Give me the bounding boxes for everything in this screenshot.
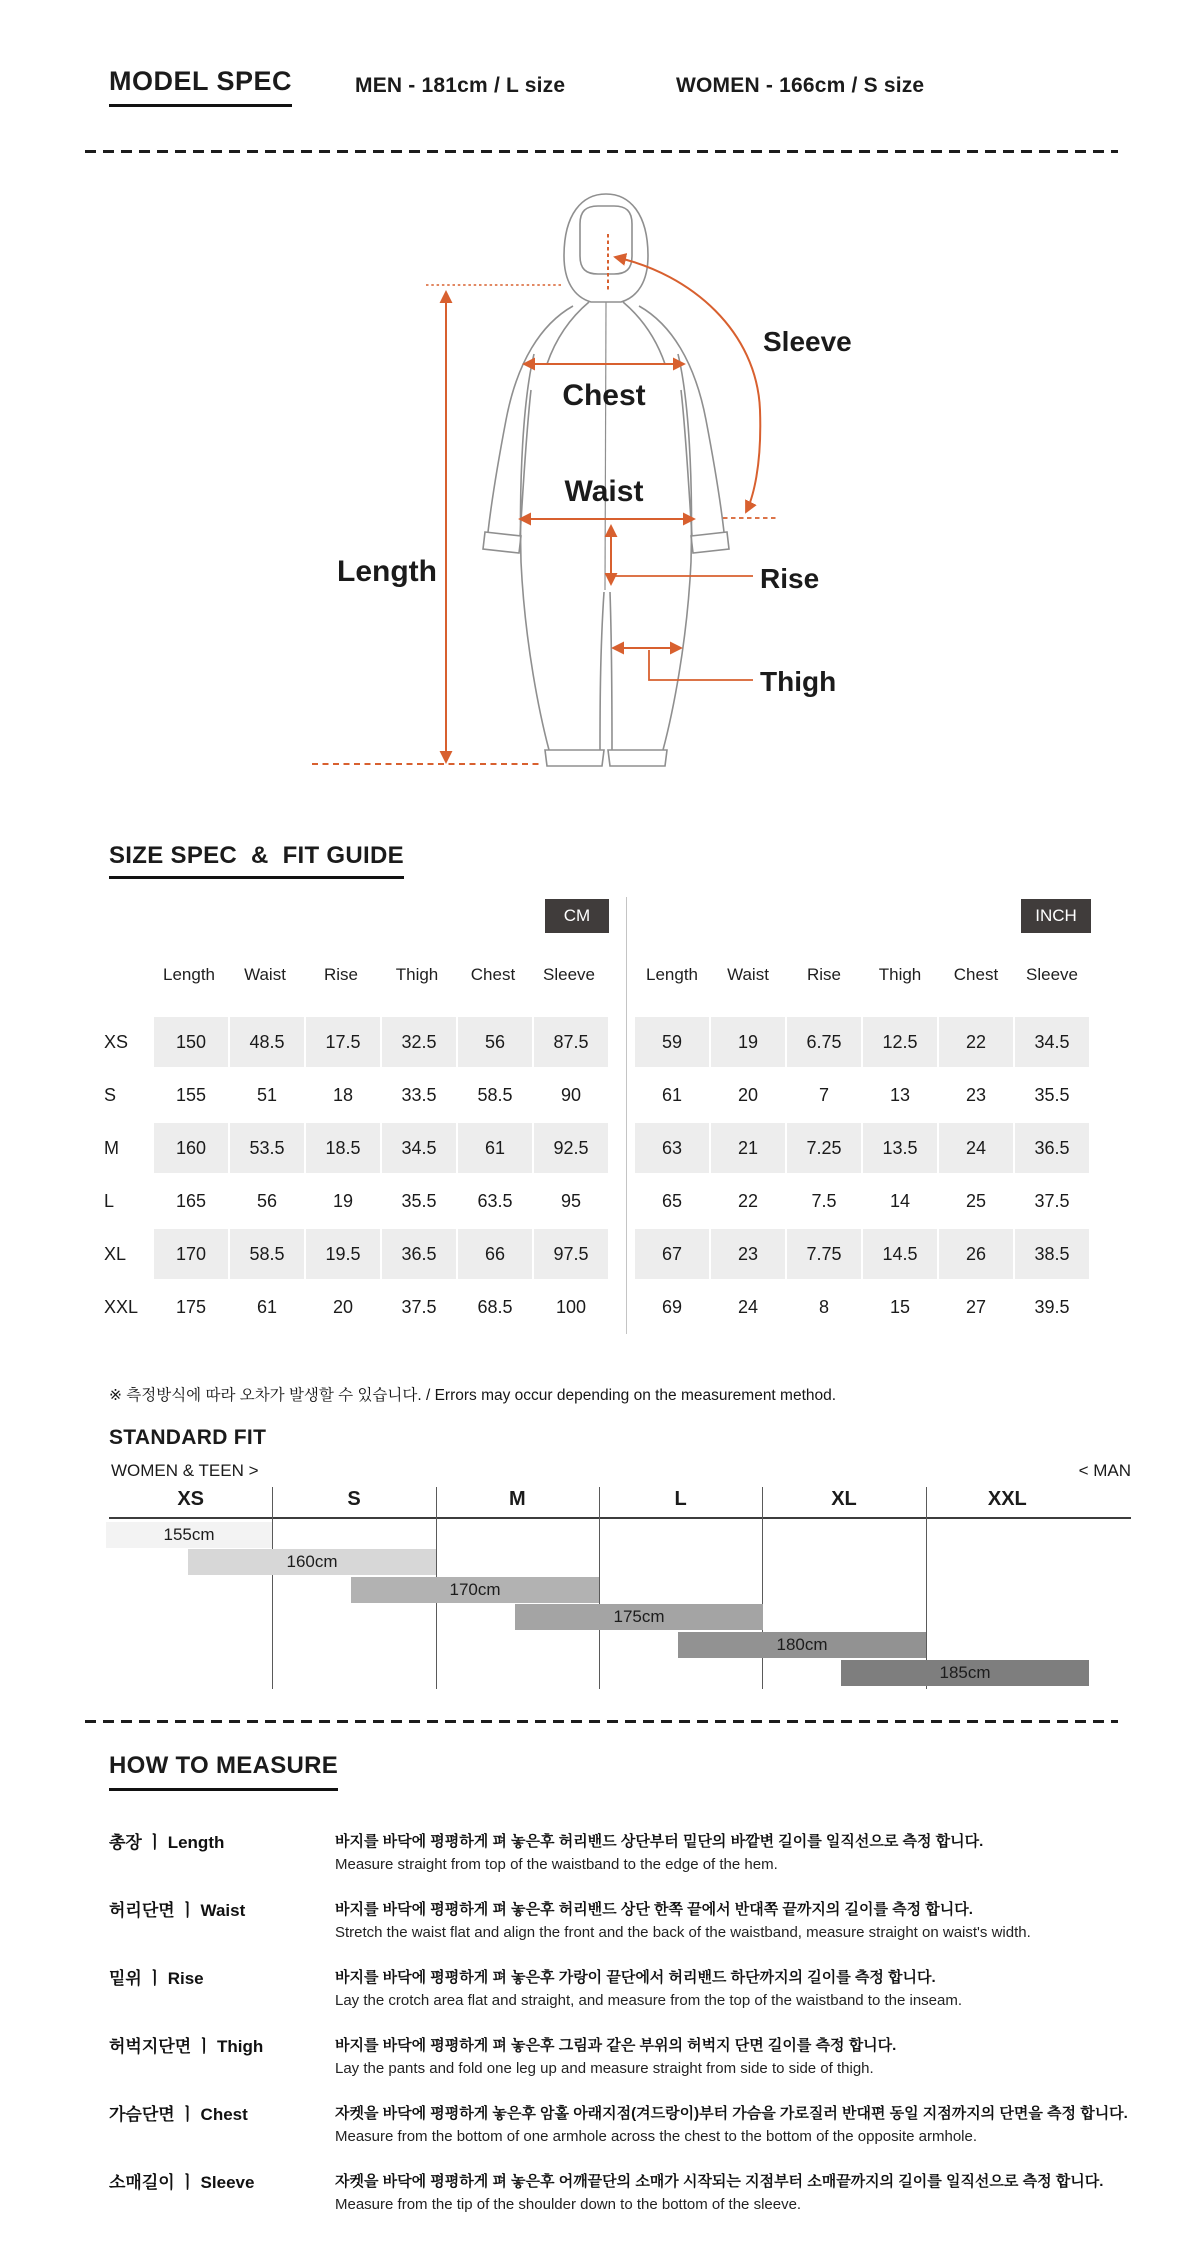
size-label: XL <box>104 1244 127 1264</box>
measure-label: 총장 ㅣ Length <box>109 1833 225 1852</box>
column-header: Waist <box>727 965 769 984</box>
table-cell: 63.5 <box>477 1191 513 1211</box>
table-cell: 7 <box>818 1085 829 1105</box>
sleeve-left <box>488 306 573 532</box>
table-cell: 8 <box>818 1297 829 1317</box>
cm-unit-badge: CM <box>545 899 609 933</box>
raglan-seam-right <box>623 302 665 364</box>
table-cell: 53.5 <box>230 1123 304 1173</box>
table-cell: 97.5 <box>534 1229 608 1279</box>
table-cell: 36.5 <box>1015 1123 1089 1173</box>
table-cell: 61 <box>256 1297 278 1317</box>
table-cell: 34.5 <box>382 1123 456 1173</box>
table-cell: 165 <box>175 1191 207 1211</box>
measure-desc-kr: 자켓을 바닥에 평평하게 놓은후 암홀 아래지점(겨드랑이)부터 가슴을 가로질러 반대편 동일 지점까지의 단면을 측정 합니다. <box>335 2105 1128 2122</box>
size-label: XS <box>104 1032 129 1052</box>
table-cell: 51 <box>256 1085 278 1105</box>
table-cell: 24 <box>939 1123 1013 1173</box>
table-cell: 21 <box>711 1123 785 1173</box>
measure-desc-en: Lay the crotch area flat and straight, and measure from the top of the waistband to the inseam. <box>335 1992 963 2009</box>
table-cell: 23 <box>711 1229 785 1279</box>
table-cell: 19.5 <box>306 1229 380 1279</box>
standard-fit-title: STANDARD FIT <box>109 1426 267 1449</box>
column-header: Length <box>163 965 215 984</box>
raglan-seam-left <box>547 302 589 364</box>
tables-divider <box>626 897 627 1334</box>
model-spec-men: MEN - 181cm / L size <box>355 74 566 97</box>
table-cell: 25 <box>965 1191 987 1211</box>
table-cell: 39.5 <box>1034 1297 1070 1317</box>
table-cell: 58.5 <box>230 1229 304 1279</box>
table-cell: 155 <box>175 1085 207 1105</box>
measure-desc-kr: 자켓을 바닥에 평평하게 펴 놓은후 어깨끝단의 소매가 시작되는 지점부터 소매끝까지의 길이를 일직선으로 측정 합니다. <box>335 2173 1104 2190</box>
measure-label: 소매길이 ㅣ Sleeve <box>109 2173 255 2192</box>
fit-bar-xl: 180cm <box>678 1632 926 1658</box>
measure-desc-en: Measure straight from top of the waistband to the edge of the hem. <box>335 1856 778 1873</box>
column-header: Rise <box>806 965 841 984</box>
leg-left-inner <box>600 592 604 750</box>
fit-size-xs: XS <box>177 1488 204 1510</box>
ankle-cuff-right <box>608 750 667 766</box>
table-cell: 37.5 <box>1034 1191 1070 1211</box>
table-cell: 26 <box>939 1229 1013 1279</box>
table-cell: 92.5 <box>534 1123 608 1173</box>
dashed-divider-top <box>85 150 1118 153</box>
table-cell: 160 <box>154 1123 228 1173</box>
column-header: Length <box>646 965 698 984</box>
table-cell: 20 <box>332 1297 354 1317</box>
table-cell: 17.5 <box>306 1017 380 1067</box>
table-cell: 63 <box>635 1123 709 1173</box>
cuff-right <box>691 532 729 553</box>
table-cell: 69 <box>661 1297 683 1317</box>
model-spec-women: WOMEN - 166cm / S size <box>676 74 925 97</box>
leg-right-outer <box>663 562 691 750</box>
thigh-label: Thigh <box>760 666 837 697</box>
table-cell: 7.5 <box>811 1191 837 1211</box>
torso-right <box>678 354 691 562</box>
table-cell: 90 <box>560 1085 582 1105</box>
measure-desc-kr: 바지를 바닥에 평평하게 펴 놓은후 허리밴드 상단 한쪽 끝에서 반대쪽 끝까지의 길이를 측정 합니다. <box>335 1901 973 1918</box>
table-cell: 150 <box>154 1017 228 1067</box>
table-cell: 68.5 <box>477 1297 513 1317</box>
table-cell: 58.5 <box>477 1085 513 1105</box>
table-cell: 24 <box>737 1297 759 1317</box>
table-cell: 18.5 <box>306 1123 380 1173</box>
measure-desc-kr: 바지를 바닥에 평평하게 펴 놓은후 가랑이 끝단에서 허리밴드 하단까지의 길이를 측정 합니다. <box>335 1969 936 1986</box>
leg-left-outer <box>521 562 549 750</box>
column-header: Waist <box>244 965 286 984</box>
measurement-note: ※ 측정방식에 따라 오차가 발생할 수 있습니다. / Errors may occur depending on the measurement method. <box>109 1387 837 1404</box>
table-cell: 19 <box>332 1191 354 1211</box>
fit-column-line <box>926 1487 927 1689</box>
table-cell: 18 <box>332 1085 354 1105</box>
table-cell: 12.5 <box>863 1017 937 1067</box>
thigh-connector <box>649 650 753 680</box>
cuff-left <box>483 532 521 553</box>
column-header: Sleeve <box>1026 965 1078 984</box>
table-cell: 7.25 <box>787 1123 861 1173</box>
fit-bar-s: 160cm <box>188 1549 436 1575</box>
measure-label: 밑위 ㅣ Rise <box>109 1969 204 1988</box>
measure-desc-en: Measure from the tip of the shoulder down to the bottom of the sleeve. <box>335 2196 802 2213</box>
column-header: Thigh <box>878 965 922 984</box>
how-to-measure-title: HOW TO MEASURE <box>109 1752 338 1791</box>
measure-desc-en: Stretch the waist flat and align the front and the back of the waistband, measure straight on waist's width. <box>335 1924 1031 1941</box>
hood-opening <box>580 206 632 274</box>
inch-table <box>635 1017 1089 1332</box>
fit-size-m: M <box>508 1488 526 1510</box>
inch-unit-badge: INCH <box>1021 899 1091 933</box>
cm-table <box>103 1017 608 1332</box>
table-cell: 13.5 <box>863 1123 937 1173</box>
fit-bar-m: 170cm <box>351 1577 599 1603</box>
measure-label: 허리단면 ㅣ Waist <box>109 1901 246 1920</box>
column-header: Sleeve <box>543 965 595 984</box>
table-cell: 36.5 <box>382 1229 456 1279</box>
column-header: Chest <box>470 965 516 984</box>
fit-bar-xxl: 185cm <box>841 1660 1089 1686</box>
table-cell: 65 <box>661 1191 683 1211</box>
garment-measure-diagram <box>0 170 1200 810</box>
table-cell: 15 <box>889 1297 911 1317</box>
table-cell: 34.5 <box>1015 1017 1089 1067</box>
table-cell: 61 <box>458 1123 532 1173</box>
table-cell: 22 <box>737 1191 759 1211</box>
measure-desc-kr: 바지를 바닥에 평평하게 펴 놓은후 허리밴드 상단부터 밑단의 바깥변 길이를 일직선으로 측정 합니다. <box>335 1833 984 1850</box>
rise-label: Rise <box>760 563 820 594</box>
table-cell: 22 <box>939 1017 1013 1067</box>
measure-desc-en: Lay the pants and fold one leg up and measure straight from side to side of thigh. <box>335 2060 874 2077</box>
table-cell: 67 <box>635 1229 709 1279</box>
table-cell: 7.75 <box>787 1229 861 1279</box>
table-cell: 35.5 <box>1034 1085 1070 1105</box>
table-cell: 61 <box>661 1085 683 1105</box>
measure-marks <box>312 234 779 764</box>
fit-column-line <box>272 1487 273 1689</box>
inch-table-header <box>635 962 1089 988</box>
size-label: M <box>104 1138 119 1158</box>
length-label: Length <box>337 555 437 588</box>
table-cell: 32.5 <box>382 1017 456 1067</box>
ankle-cuff-left <box>545 750 604 766</box>
table-cell: 27 <box>965 1297 987 1317</box>
table-cell: 23 <box>965 1085 987 1105</box>
hood-outer <box>564 194 648 302</box>
column-header: Chest <box>953 965 999 984</box>
table-cell: 170 <box>154 1229 228 1279</box>
chest-label: Chest <box>562 379 646 412</box>
column-header: Thigh <box>395 965 439 984</box>
table-cell: 33.5 <box>401 1085 437 1105</box>
table-cell: 100 <box>555 1297 587 1317</box>
table-cell: 13 <box>889 1085 911 1105</box>
cm-table-header <box>152 962 606 988</box>
table-cell: 66 <box>458 1229 532 1279</box>
fit-chart-axis-line <box>109 1517 1131 1519</box>
diagram-labels <box>337 326 852 697</box>
measure-label: 가슴단면 ㅣ Chest <box>109 2105 248 2124</box>
fit-size-s: S <box>347 1488 361 1510</box>
size-spec-title: SIZE SPEC & FIT GUIDE <box>109 842 404 879</box>
size-label: S <box>104 1085 117 1105</box>
fit-bar-xs: 155cm <box>106 1522 272 1548</box>
center-front-line <box>605 302 606 590</box>
table-cell: 20 <box>737 1085 759 1105</box>
table-cell: 48.5 <box>230 1017 304 1067</box>
leg-right-inner <box>610 592 612 750</box>
table-cell: 14 <box>889 1191 911 1211</box>
table-cell: 14.5 <box>863 1229 937 1279</box>
size-label: L <box>104 1191 115 1211</box>
sleeve-label: Sleeve <box>763 326 852 357</box>
fit-size-xxl: XXL <box>987 1488 1027 1510</box>
fit-size-l: L <box>674 1488 687 1510</box>
fit-caption-women: WOMEN & TEEN > <box>111 1461 259 1480</box>
fit-column-line <box>599 1487 600 1689</box>
table-cell: 56 <box>458 1017 532 1067</box>
column-header: Rise <box>323 965 358 984</box>
dashed-divider-bottom <box>85 1720 1118 1723</box>
measure-label: 허벅지단면 ㅣ Thigh <box>109 2037 264 2056</box>
fit-bar-l: 175cm <box>515 1604 763 1630</box>
fit-caption-man: < MAN <box>1078 1461 1131 1480</box>
table-cell: 56 <box>256 1191 278 1211</box>
table-cell: 6.75 <box>787 1017 861 1067</box>
table-cell: 38.5 <box>1015 1229 1089 1279</box>
table-cell: 59 <box>635 1017 709 1067</box>
measure-desc-en: Measure from the bottom of one armhole across the chest to the bottom of the opposite armhole. <box>335 2128 978 2145</box>
table-cell: 35.5 <box>401 1191 437 1211</box>
model-spec-title: MODEL SPEC <box>109 66 292 107</box>
size-label: XXL <box>104 1297 139 1317</box>
sleeve-right <box>639 306 724 532</box>
fit-column-line <box>762 1487 763 1689</box>
table-cell: 95 <box>560 1191 582 1211</box>
table-cell: 175 <box>175 1297 207 1317</box>
fit-size-xl: XL <box>831 1488 857 1510</box>
table-cell: 19 <box>711 1017 785 1067</box>
table-cell: 87.5 <box>534 1017 608 1067</box>
table-cell: 37.5 <box>401 1297 437 1317</box>
measure-desc-kr: 바지를 바닥에 평평하게 펴 놓은후 그림과 같은 부위의 허벅지 단면 길이를 측정 합니다. <box>335 2037 897 2054</box>
waist-label: Waist <box>564 475 644 508</box>
torso-left <box>521 354 534 562</box>
